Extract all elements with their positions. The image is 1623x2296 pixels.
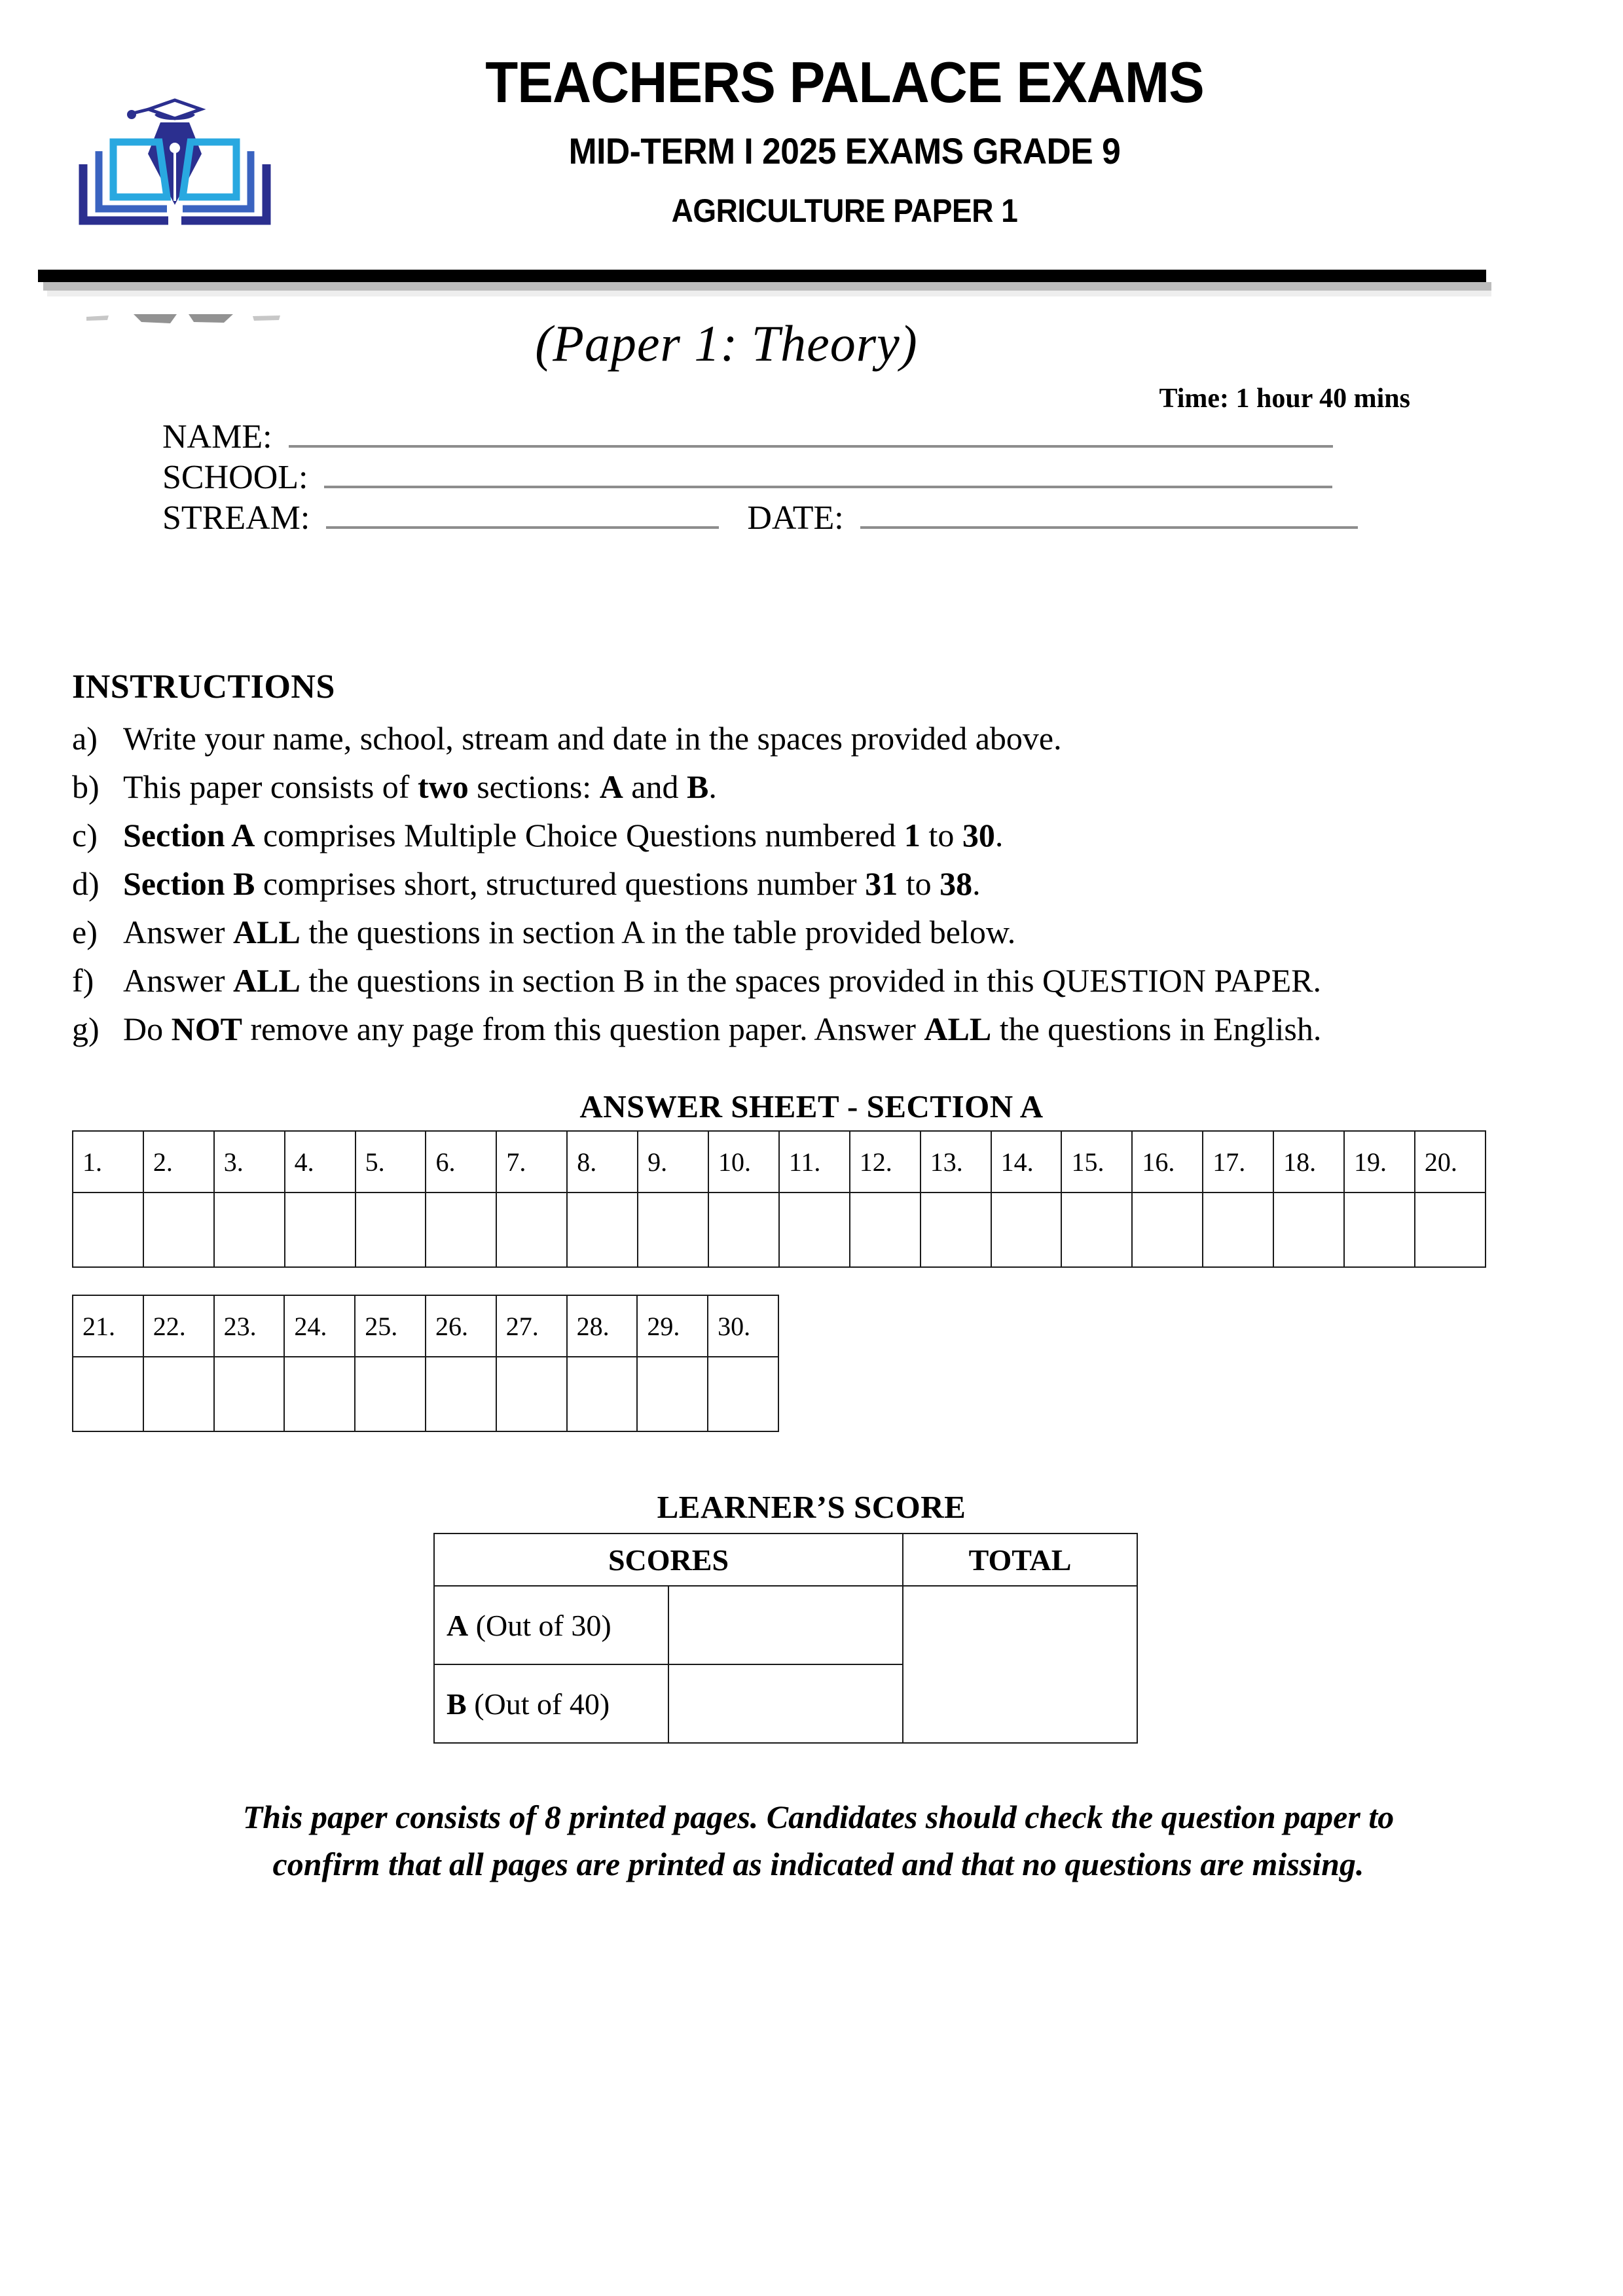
instruction-marker: e) [72, 914, 98, 950]
answer-number-cell: 12. [850, 1131, 921, 1193]
answer-cell[interactable] [1061, 1193, 1132, 1267]
instruction-text-run: . [994, 817, 1004, 853]
instructions-heading: INSTRUCTIONS [72, 668, 335, 706]
instruction-text-run: and [623, 768, 687, 805]
school-field-row [162, 458, 1472, 499]
answer-number-row-1 [73, 1131, 1486, 1193]
instruction-text [123, 764, 1571, 810]
score-label-b-letter: B [447, 1687, 467, 1721]
answer-cell[interactable] [143, 1357, 214, 1431]
score-table-header-row [434, 1534, 1137, 1586]
instruction-marker: d) [72, 865, 100, 902]
answer-cell[interactable] [1344, 1193, 1415, 1267]
pen-nib-icon [148, 122, 202, 205]
score-label-a [434, 1586, 668, 1664]
answer-cell[interactable] [426, 1357, 496, 1431]
answer-number-row-2 [73, 1295, 778, 1357]
instruction-text-run: B [687, 768, 709, 805]
instruction-text-run: Section A [123, 817, 255, 853]
answer-number-cell: 24. [284, 1295, 355, 1357]
answer-cell[interactable] [285, 1193, 356, 1267]
answer-number-cell: 25. [355, 1295, 426, 1357]
answer-cell[interactable] [637, 1357, 708, 1431]
name-label: NAME: [162, 418, 272, 456]
answer-number-cell: 23. [214, 1295, 285, 1357]
exam-term-grade-subtitle: MID-TERM I 2025 EXAMS GRADE 9 [568, 130, 1121, 171]
exam-duration-label: Time: 1 hour 40 mins [1159, 384, 1410, 414]
instruction-text-run: two [417, 768, 469, 805]
instruction-text [123, 958, 1571, 1004]
instruction-item [72, 812, 1571, 859]
answer-number-cell: 4. [285, 1131, 356, 1193]
answer-number-cell: 21. [73, 1295, 143, 1357]
score-label-b-rest: (Out of 40) [466, 1687, 610, 1721]
answer-cell[interactable] [356, 1193, 426, 1267]
score-header-total: TOTAL [903, 1534, 1137, 1586]
name-field-row [162, 418, 1472, 458]
instruction-text [123, 861, 1571, 907]
answer-number-cell: 16. [1132, 1131, 1203, 1193]
instruction-text-run: 1 [903, 817, 921, 853]
answer-cell[interactable] [496, 1193, 567, 1267]
score-label-b [434, 1664, 668, 1743]
answer-cell[interactable] [496, 1357, 567, 1431]
answer-cell[interactable] [1132, 1193, 1203, 1267]
answer-number-cell: 11. [779, 1131, 850, 1193]
answer-cell[interactable] [73, 1193, 143, 1267]
answer-number-cell: 1. [73, 1131, 143, 1193]
answer-cell[interactable] [779, 1193, 850, 1267]
answer-cell[interactable] [638, 1193, 708, 1267]
instruction-text-run: to [920, 817, 962, 853]
answer-number-cell: 22. [143, 1295, 214, 1357]
instruction-text-run: Answer [123, 914, 234, 950]
header-divider-bar [38, 270, 1486, 282]
answer-number-cell: 10. [708, 1131, 779, 1193]
instruction-text-run: 38 [939, 865, 973, 902]
instruction-item [72, 958, 1571, 1004]
score-value-b[interactable] [668, 1664, 903, 1743]
instruction-marker: f) [72, 962, 94, 999]
page-count-note-line1: This paper consists of 8 printed pages. Candidates should check the question paper to [242, 1799, 1395, 1835]
answer-number-cell: 17. [1203, 1131, 1273, 1193]
instruction-text-run: comprises Multiple Choice Questions numbered [255, 817, 904, 853]
instruction-text-run: . [708, 768, 717, 805]
header-divider-shadow [43, 282, 1491, 291]
answer-number-cell: 6. [426, 1131, 496, 1193]
answer-cell[interactable] [73, 1357, 143, 1431]
name-input[interactable] [289, 419, 1333, 448]
answer-number-cell: 9. [638, 1131, 708, 1193]
stream-date-field-row [162, 499, 1472, 539]
answer-number-cell: 28. [567, 1295, 638, 1357]
graduation-cap-icon [133, 100, 201, 118]
answer-cell[interactable] [143, 1193, 214, 1267]
answer-cell[interactable] [214, 1193, 285, 1267]
answer-cell[interactable] [214, 1357, 285, 1431]
header-divider-shadow-light [47, 291, 1491, 296]
exam-brand-title: TEACHERS PALACE EXAMS [485, 50, 1204, 115]
instruction-text-run: the questions in section B in the spaces provided in this QUESTION PAPER. [300, 962, 1322, 999]
answer-cell[interactable] [1203, 1193, 1273, 1267]
instruction-text-run: A [599, 768, 623, 805]
instruction-marker: a) [72, 720, 98, 757]
instruction-text-run: Write your name, school, stream and date in the spaces provided above. [123, 720, 1062, 757]
answer-cell[interactable] [567, 1357, 638, 1431]
instruction-text [123, 909, 1571, 956]
stream-label: STREAM: [162, 499, 310, 537]
answer-sheet-table-1-20 [72, 1130, 1486, 1268]
instruction-text-run: Do [123, 1011, 172, 1047]
instruction-text-run: the questions in section A in the table provided below. [300, 914, 1016, 950]
instruction-item [72, 764, 1571, 810]
instruction-text-run: to [898, 865, 940, 902]
answer-number-cell: 15. [1061, 1131, 1132, 1193]
page-count-note-line2: confirm that all pages are printed as indicated and that no questions are missing. [272, 1846, 1364, 1882]
score-header-scores: SCORES [434, 1534, 903, 1586]
answer-entry-row-2 [73, 1357, 778, 1431]
answer-cell[interactable] [708, 1357, 778, 1431]
instruction-text [123, 715, 1571, 762]
instruction-item [72, 909, 1571, 956]
instruction-text-run: sections: [468, 768, 600, 805]
open-book-pen-graduation-cap-logo [62, 62, 285, 252]
score-row-a [434, 1586, 1137, 1664]
answer-cell[interactable] [1273, 1193, 1344, 1267]
instruction-text-run: ALL [924, 1011, 992, 1047]
learners-score-heading: LEARNER’S SCORE [657, 1489, 966, 1525]
answer-number-cell: 5. [356, 1131, 426, 1193]
instructions-list [72, 715, 1571, 1052]
instruction-text [123, 812, 1571, 859]
page-count-note [118, 1793, 1519, 1888]
instruction-marker: c) [72, 817, 98, 853]
answer-number-cell: 29. [637, 1295, 708, 1357]
answer-entry-row-1 [73, 1193, 1486, 1267]
answer-number-cell: 7. [496, 1131, 567, 1193]
answer-cell[interactable] [567, 1193, 638, 1267]
school-logo [62, 62, 285, 252]
learners-score-table [433, 1533, 1138, 1744]
answer-cell[interactable] [708, 1193, 779, 1267]
page-header [0, 0, 1623, 262]
date-label: DATE: [747, 499, 844, 537]
header-title-block [288, 52, 1401, 228]
exam-subject-subtitle: AGRICULTURE PAPER 1 [671, 192, 1018, 230]
instructions-section [72, 668, 1571, 1054]
instruction-text-run: 30 [962, 817, 995, 853]
instruction-item [72, 1006, 1571, 1052]
score-label-a-letter: A [447, 1608, 469, 1642]
answer-cell[interactable] [284, 1357, 355, 1431]
answer-number-cell: 18. [1273, 1131, 1344, 1193]
answer-cell[interactable] [921, 1193, 991, 1267]
instruction-text-run: Answer [123, 962, 234, 999]
stream-input[interactable] [326, 500, 719, 529]
school-input[interactable] [324, 459, 1332, 488]
instruction-text-run: comprises short, structured questions number [255, 865, 866, 902]
answer-cell[interactable] [850, 1193, 921, 1267]
answer-number-cell: 27. [496, 1295, 567, 1357]
instruction-text-run: 31 [865, 865, 898, 902]
answer-cell[interactable] [1415, 1193, 1486, 1267]
score-label-a-rest: (Out of 30) [468, 1608, 611, 1642]
answer-cell[interactable] [426, 1193, 496, 1267]
instruction-text-run: ALL [233, 962, 301, 999]
answer-cell[interactable] [355, 1357, 426, 1431]
answer-number-cell: 8. [567, 1131, 638, 1193]
date-input[interactable] [860, 500, 1358, 529]
answer-sheet-heading: ANSWER SHEET - SECTION A [579, 1088, 1044, 1124]
answer-sheet-table-21-30 [72, 1295, 779, 1432]
paper-subtitle-row [0, 314, 1623, 373]
school-label: SCHOOL: [162, 459, 308, 496]
instruction-text-run: remove any page from this question paper. Answer [242, 1011, 924, 1047]
instruction-item [72, 861, 1571, 907]
answer-number-cell: 13. [921, 1131, 991, 1193]
instruction-text-run: . [972, 865, 981, 902]
instruction-text-run: Section B [123, 865, 255, 902]
answer-number-cell: 30. [708, 1295, 778, 1357]
paper-type-title: (Paper 1: Theory) [535, 315, 918, 372]
instruction-text-run: the questions in English. [991, 1011, 1322, 1047]
answer-number-cell: 19. [1344, 1131, 1415, 1193]
instruction-text-run: NOT [171, 1011, 242, 1047]
answer-number-cell: 14. [991, 1131, 1062, 1193]
answer-number-cell: 3. [214, 1131, 285, 1193]
instruction-text [123, 1006, 1571, 1052]
cap-tassel-icon [127, 110, 136, 119]
answer-number-cell: 2. [143, 1131, 214, 1193]
instruction-marker: g) [72, 1011, 100, 1047]
answer-number-cell: 26. [426, 1295, 496, 1357]
instruction-text-run: ALL [233, 914, 301, 950]
instruction-marker: b) [72, 768, 100, 805]
score-value-a[interactable] [668, 1586, 903, 1664]
instruction-text-run: This paper consists of [123, 768, 418, 805]
candidate-details-fields [162, 418, 1472, 539]
answer-number-cell: 20. [1415, 1131, 1486, 1193]
score-value-total[interactable] [903, 1586, 1137, 1743]
answer-cell[interactable] [991, 1193, 1062, 1267]
instruction-item [72, 715, 1571, 762]
